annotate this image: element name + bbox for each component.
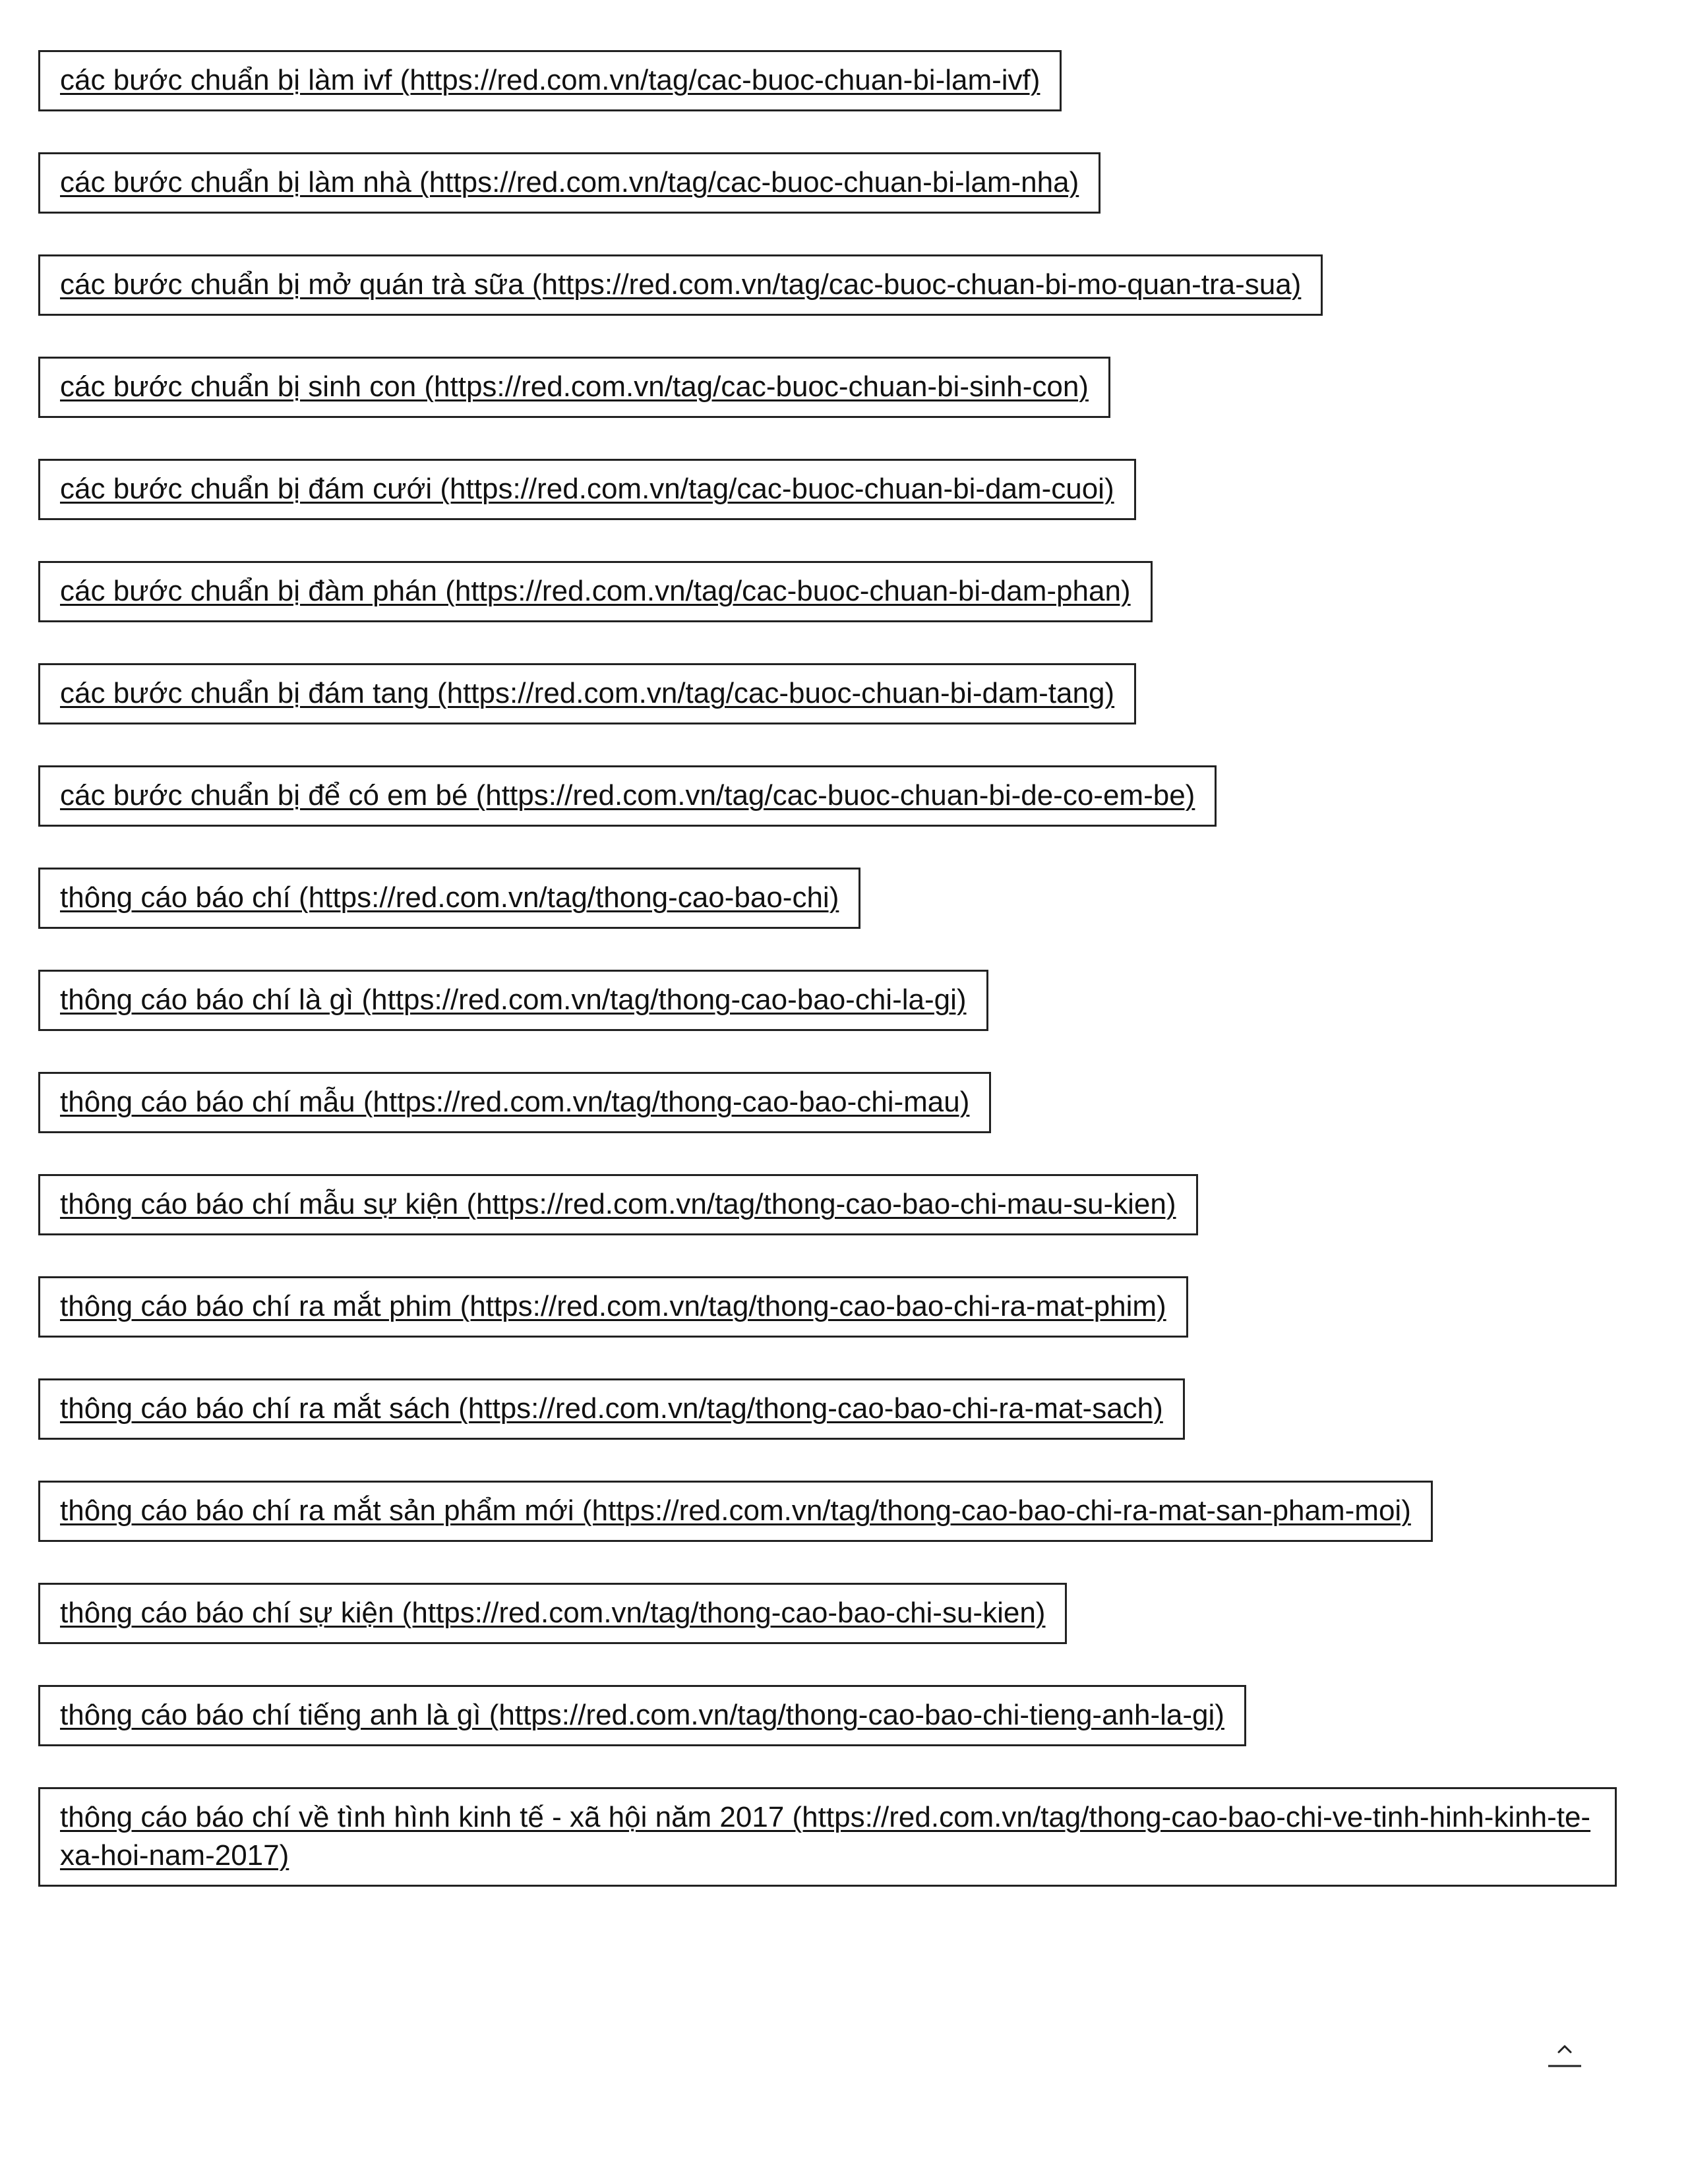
tag-item — [38, 561, 1153, 622]
tag-item — [38, 254, 1323, 316]
tag-link[interactable]: các bước chuẩn bị làm ivf (https://red.com.vn/tag/cac-buoc-chuan-bi-lam-ivf) — [60, 64, 1040, 96]
tag-item — [38, 765, 1217, 827]
tag-link[interactable]: các bước chuẩn bị để có em bé (https://red.com.vn/tag/cac-buoc-chuan-bi-de-co-em-be) — [60, 779, 1195, 812]
tag-item — [38, 1685, 1246, 1746]
chevron-up-icon — [1547, 2037, 1582, 2070]
tag-link[interactable]: thông cáo báo chí ra mắt sách (https://red.com.vn/tag/thong-cao-bao-chi-ra-mat-sach) — [60, 1392, 1163, 1425]
tag-link[interactable]: thông cáo báo chí mẫu (https://red.com.vn/tag/thong-cao-bao-chi-mau) — [60, 1086, 970, 1118]
tag-link[interactable]: thông cáo báo chí (https://red.com.vn/tag/thong-cao-bao-chi) — [60, 881, 839, 914]
tag-item — [38, 1072, 991, 1133]
tag-link[interactable]: thông cáo báo chí là gì (https://red.com.vn/tag/thong-cao-bao-chi-la-gi) — [60, 984, 967, 1016]
tag-link[interactable]: các bước chuẩn bị mở quán trà sữa (https://red.com.vn/tag/cac-buoc-chuan-bi-mo-quan-tra-sua) — [60, 268, 1302, 301]
tag-link[interactable]: thông cáo báo chí sự kiện (https://red.com.vn/tag/thong-cao-bao-chi-su-kien) — [60, 1597, 1046, 1629]
tag-link[interactable]: các bước chuẩn bị đám tang (https://red.com.vn/tag/cac-buoc-chuan-bi-dam-tang) — [60, 677, 1115, 709]
scroll-to-top-button[interactable] — [1547, 2037, 1582, 2070]
tag-link[interactable]: các bước chuẩn bị đám cưới (https://red.com.vn/tag/cac-buoc-chuan-bi-dam-cuoi) — [60, 473, 1114, 505]
tag-item — [38, 152, 1100, 214]
tag-item — [38, 1787, 1617, 1887]
tag-item — [38, 663, 1136, 724]
tag-item — [38, 1378, 1185, 1440]
tag-link[interactable]: các bước chuẩn bị làm nhà (https://red.com.vn/tag/cac-buoc-chuan-bi-lam-nha) — [60, 166, 1079, 198]
tag-link[interactable]: các bước chuẩn bị sinh con (https://red.com.vn/tag/cac-buoc-chuan-bi-sinh-con) — [60, 370, 1089, 403]
tag-item — [38, 970, 988, 1031]
tag-link[interactable]: thông cáo báo chí ra mắt phim (https://red.com.vn/tag/thong-cao-bao-chi-ra-mat-phim) — [60, 1290, 1166, 1322]
tag-item — [38, 868, 860, 929]
tag-item — [38, 357, 1110, 418]
tag-link[interactable]: thông cáo báo chí tiếng anh là gì (https://red.com.vn/tag/thong-cao-bao-chi-tieng-anh-la-gi) — [60, 1699, 1224, 1731]
tag-link[interactable]: thông cáo báo chí mẫu sự kiện (https://red.com.vn/tag/thong-cao-bao-chi-mau-su-kien) — [60, 1188, 1176, 1220]
tag-item — [38, 459, 1136, 520]
tag-item — [38, 50, 1062, 111]
tag-link[interactable]: các bước chuẩn bị đàm phán (https://red.com.vn/tag/cac-buoc-chuan-bi-dam-phan) — [60, 575, 1131, 607]
tag-item — [38, 1481, 1433, 1542]
tag-item — [38, 1276, 1188, 1338]
tag-item — [38, 1174, 1198, 1235]
tag-item — [38, 1583, 1067, 1644]
tag-list — [38, 50, 1621, 1928]
tag-link[interactable]: thông cáo báo chí ra mắt sản phẩm mới (https://red.com.vn/tag/thong-cao-bao-chi-ra-mat-san-pham-moi) — [60, 1494, 1411, 1527]
tag-link[interactable]: thông cáo báo chí về tình hình kinh tế - xã hội năm 2017 (https://red.com.vn/tag/thong-cao-bao-chi-ve-tinh-hinh-kinh-te-xa-hoi-nam-2017) — [60, 1801, 1591, 1872]
